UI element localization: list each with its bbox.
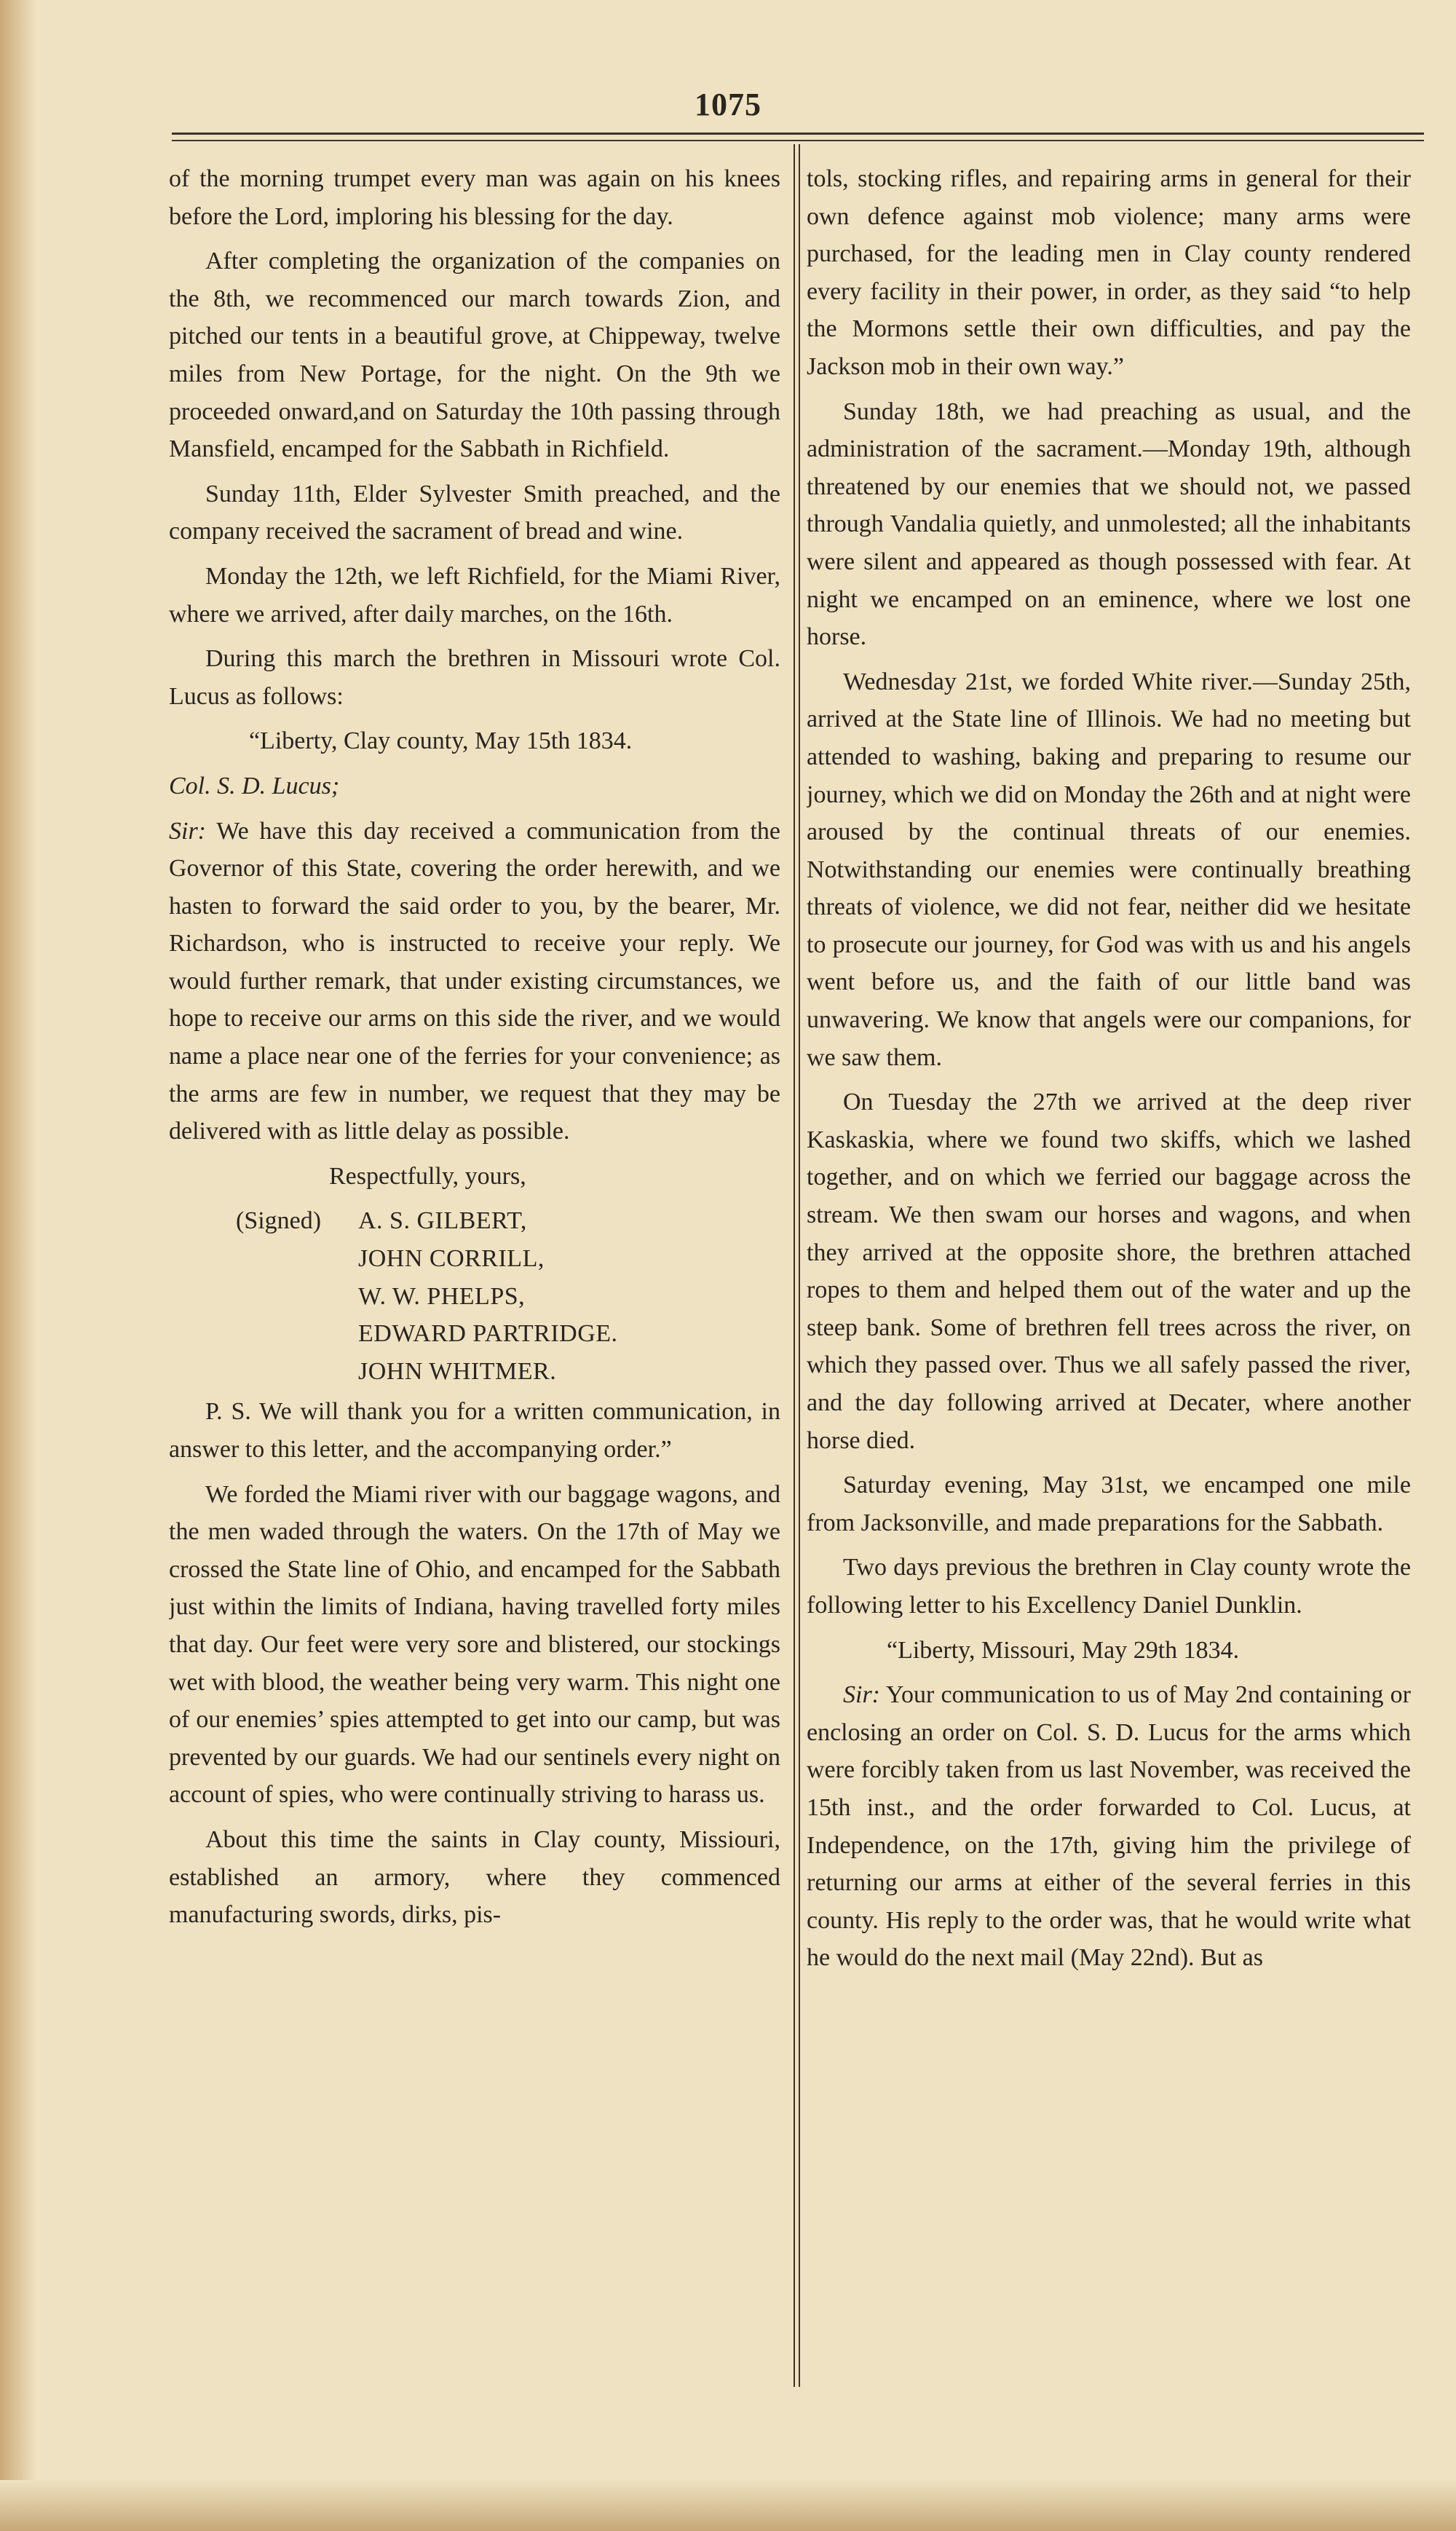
signatory: JOHN CORRILL, bbox=[358, 1245, 545, 1273]
header-rule bbox=[172, 133, 1424, 135]
letter-body-text: Your communication to us of May 2nd containing or enclosing an order on Col. S. D. Lucus for the arms which were forcibly taken from us last November, was received the 15th inst., and the order forwarded to Col. Lucus, at Independence, on the 17th, giving him the privilege of returning our arms at either of the several ferries in this county. His reply to the order was, that he would write what he would do the next mail (May 22nd). But as bbox=[807, 1681, 1411, 1972]
paragraph: Saturday evening, May 31st, we encamped one mile from Jacksonville, and made preparations for the Sabbath. bbox=[807, 1472, 1411, 1536]
paragraph: Sunday 18th, we had preaching as usual, and the administration of the sacrament.—Monday 19th, although threatened by our enemies that we should not, we passed through Vandalia quietly, and unmolested; all the inhabitants were silent and appeared as though possessed with fear. At night we encamped on an eminence, where we lost one horse. bbox=[807, 398, 1411, 651]
letter-body-text: We have this day received a communication from the Governor of this State, covering the order herewith, and we hasten to forward the said order to you, by the bearer, Mr. Richardson, who is instructed to receive your reply. We would further remark, that under existing circumstances, we hope to receive our arms on this side the river, and we would name a place near one of the ferries for your convenience; as the arms are few in number, we request that they may be delivered with as little delay as possible. bbox=[169, 817, 780, 1145]
paragraph: We forded the Miami river with our baggage wagons, and the men waded through the waters. On the 17th of May we crossed the State line of Ohio, and encamped for the Sabbath just within the limits of Indiana, having travelled forty miles that day. Our feet were very sore and blistered, our stockings wet with blood, the weather being very warm. This night one of our enemies’ spies attempted to get into our camp, but was prevented by our guards. We had our sentinels every night on account of spies, who were continually striving to harass us. bbox=[169, 1480, 780, 1809]
signatory: W. W. PHELPS, bbox=[358, 1282, 526, 1310]
signatory: EDWARD PARTRIDGE. bbox=[358, 1320, 618, 1348]
letter-body bbox=[169, 813, 780, 1150]
paragraph: Wednesday 21st, we forded White river.—Sunday 25th, arrived at the State line of Illinois. We had no meeting but attended to washing, baking and preparing to resume our journey, which we did on Monday the 26th and at night were aroused by the continual threats of our enemies. Notwithstanding our enemies were continually breathing threats of violence, we did not fear, neither did we hesitate to prosecute our journey, for God was with us and his angels went before us, and the faith of our little band was unwavering. We know that angels were our companions, for we saw them. bbox=[807, 668, 1411, 1071]
paragraph: Two days previous the brethren in Clay county wrote the following letter to his Excellency Daniel Dunklin. bbox=[807, 1554, 1411, 1619]
letter-salutation: Sir: bbox=[169, 817, 206, 845]
signature-block bbox=[169, 1202, 780, 1390]
letter-closing: Respectfully, yours, bbox=[329, 1162, 526, 1190]
letter-dateline: “Liberty, Clay county, May 15th 1834. bbox=[249, 727, 633, 755]
paragraph: About this time the saints in Clay county, Missiouri, established an armory, where they commenced manufacturing swords, dirks, pis- bbox=[169, 1825, 780, 1929]
left-column bbox=[169, 160, 780, 2374]
letter-dateline: “Liberty, Missouri, May 29th 1834. bbox=[887, 1636, 1240, 1664]
paragraph: On Tuesday the 27th we arrived at the deep river Kaskaskia, where we found two skiffs, which we lashed together, and on which we ferried our baggage across the stream. We then swam our horses and wagons, and when they arrived at the opposite shore, the brethren attached ropes to them and helped them out of the water and up the steep bank. Some of brethren fell trees across the river, on which they passed over. Thus we all safely passed the river, and the day following arrived at Decater, where another horse died. bbox=[807, 1089, 1411, 1454]
paragraph: Monday the 12th, we left Richfield, for the Miami River, where we arrived, after daily marches, on the 16th. bbox=[169, 562, 780, 628]
postscript: P. S. We will thank you for a written communication, in answer to this letter, and the accompanying order.” bbox=[169, 1398, 780, 1463]
paragraph: During this march the brethren in Missouri wrote Col. Lucus as follows: bbox=[169, 645, 780, 710]
signatory: JOHN WHITMER. bbox=[358, 1357, 557, 1385]
letter-body bbox=[807, 1676, 1411, 1977]
paragraph: tols, stocking rifles, and repairing arms in general for their own defence against mob violence; many arms were purchased, for the leading men in Clay county rendered every facility in their power, in order, as they said “to help the Mormons settle their own difficulties, and pay the Jackson mob in their own way.” bbox=[807, 165, 1411, 380]
paragraph: After completing the organization of the companies on the 8th, we recommenced our march towards Zion, and pitched our tents in a beautiful grove, at Chippeway, twelve miles from New Portage, for the night. On the 9th we proceeded onward,and on Saturday the 10th passing through Mansfield, encamped for the Sabbath in Richfield. bbox=[169, 248, 780, 463]
header-rule-thin bbox=[172, 140, 1424, 141]
letter-addressee: Col. S. D. Lucus; bbox=[169, 772, 340, 799]
signatory: A. S. GILBERT, bbox=[358, 1207, 527, 1235]
signed-label: (Signed) bbox=[236, 1207, 322, 1235]
column-divider bbox=[794, 144, 800, 2387]
right-column bbox=[807, 160, 1411, 2374]
paragraph: of the morning trumpet every man was again on his knees before the Lord, imploring his blessing for the day. bbox=[169, 165, 780, 230]
letter-salutation: Sir: bbox=[843, 1681, 880, 1709]
signatory-list bbox=[358, 1202, 618, 1390]
page-number: 1075 bbox=[695, 87, 761, 122]
paragraph: Sunday 11th, Elder Sylvester Smith preached, and the company received the sacrament of bread and wine. bbox=[169, 480, 780, 545]
